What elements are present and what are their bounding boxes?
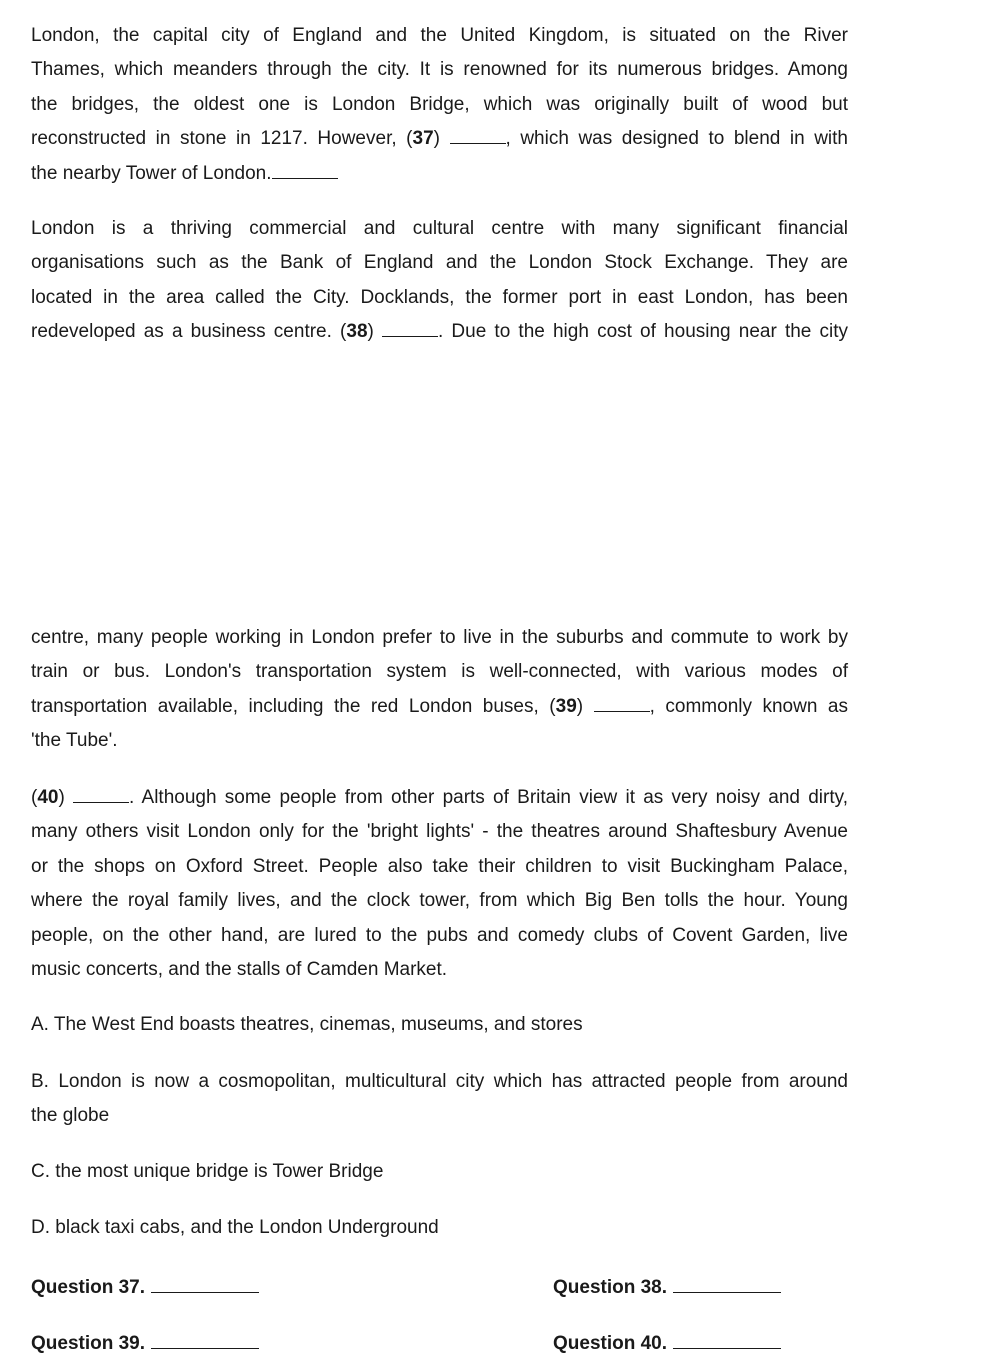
option-b: [31, 1065, 848, 1134]
paragraph-2: [31, 212, 848, 350]
paragraph-1-line-1: London, the capital city of England and the United Kingdom, is situated on the River: [31, 25, 848, 46]
text-segment: reconstructed in stone in 1217. However, (: [31, 128, 413, 150]
paragraph-4-line-3: or the shops on Oxford Street. People also take their children to visit Buckingham Palace,: [31, 855, 848, 877]
gap-number-37: 37: [412, 128, 434, 150]
paragraph-4-line-4: where the royal family lives, and the clock tower, from which Big Ben tolls the hour. Young: [31, 890, 848, 912]
paragraph-3-line-4: 'the Tube'.: [31, 730, 118, 752]
option-b-line-2: the globe: [31, 1105, 110, 1127]
option-b-line-1: B. London is now a cosmopolitan, multicultural city which has attracted people from around: [31, 1071, 848, 1092]
text-segment: ): [58, 787, 74, 808]
gap-40-blank[interactable]: [73, 784, 129, 803]
question-40-answer: [553, 1330, 781, 1355]
text-segment: transportation available, including the red London buses, (: [31, 695, 556, 717]
question-37-answer: [31, 1274, 259, 1299]
gap-number-39: 39: [555, 695, 577, 717]
question-38-label: Question 38.: [553, 1277, 668, 1298]
question-39-answer-line[interactable]: [151, 1330, 259, 1349]
text-segment: (: [31, 787, 38, 808]
option-a: A. The West End boasts theatres, cinemas, museums, and stores: [31, 1014, 583, 1035]
text-segment: ): [576, 695, 594, 717]
paragraph-3: [31, 621, 848, 759]
paragraph-2-line-2: organisations such as the Bank of England and the London Stock Exchange. They are: [31, 252, 848, 274]
question-37-label: Question 37.: [31, 1277, 146, 1298]
paragraph-4-line-1: [31, 781, 848, 815]
question-39-answer: [31, 1330, 259, 1355]
gap-37-blank[interactable]: [450, 125, 506, 144]
paragraph-3-line-2: train or bus. London's transportation system is well-connected, with various modes of: [31, 661, 848, 683]
paragraph-1: [31, 19, 848, 191]
paragraph-2-line-4: [31, 315, 848, 349]
text-segment: the nearby Tower of London.: [31, 162, 272, 184]
option-c: C. the most unique bridge is Tower Bridge: [31, 1161, 384, 1182]
paragraph-4-line-6: music concerts, and the stalls of Camden Market.: [31, 959, 448, 981]
question-40-answer-line[interactable]: [673, 1330, 781, 1349]
question-37-answer-line[interactable]: [151, 1274, 259, 1293]
text-segment: , which was designed to blend in with: [505, 128, 848, 150]
gap-39-blank[interactable]: [594, 693, 650, 712]
paragraph-1-line-4: [31, 122, 848, 156]
text-segment: . Due to the high cost of housing near the city: [438, 321, 849, 343]
gap-number-40: 40: [37, 787, 59, 808]
paragraph-3-line-3: [31, 690, 848, 724]
question-38-answer-line[interactable]: [673, 1274, 781, 1293]
paragraph-2-line-3: located in the area called the City. Docklands, the former port in east London, has been: [31, 286, 848, 308]
paragraph-4-line-2: many others visit London only for the 'bright lights' - the theatres around Shaftesbury Avenue: [31, 821, 848, 843]
question-40-label: Question 40.: [553, 1333, 668, 1354]
question-39-label: Question 39.: [31, 1333, 146, 1354]
paragraph-4-line-5: people, on the other hand, are lured to the pubs and comedy clubs of Covent Garden, live: [31, 924, 848, 946]
text-segment: redeveloped as a business centre. (: [31, 321, 347, 343]
stray-blank: [272, 160, 338, 179]
paragraph-4: [31, 781, 848, 987]
question-38-answer: [553, 1274, 781, 1299]
gap-38-blank[interactable]: [382, 318, 438, 337]
gap-number-38: 38: [346, 321, 368, 343]
paragraph-2-line-1: London is a thriving commercial and cultural centre with many significant financial: [31, 218, 848, 239]
paragraph-1-line-2: Thames, which meanders through the city. It is renowned for its numerous bridges. Among: [31, 59, 848, 81]
option-d: D. black taxi cabs, and the London Underground: [31, 1217, 439, 1238]
paragraph-3-line-1: centre, many people working in London prefer to live in the suburbs and commute to work by: [31, 627, 848, 648]
text-segment: ): [433, 128, 450, 150]
text-segment: . Although some people from other parts of Britain view it as very noisy and dirty,: [129, 787, 848, 808]
text-segment: , commonly known as: [649, 695, 848, 717]
paragraph-1-line-3: the bridges, the oldest one is London Bridge, which was originally built of wood but: [31, 93, 848, 115]
text-segment: ): [367, 321, 382, 343]
paragraph-1-line-5: [31, 157, 848, 191]
